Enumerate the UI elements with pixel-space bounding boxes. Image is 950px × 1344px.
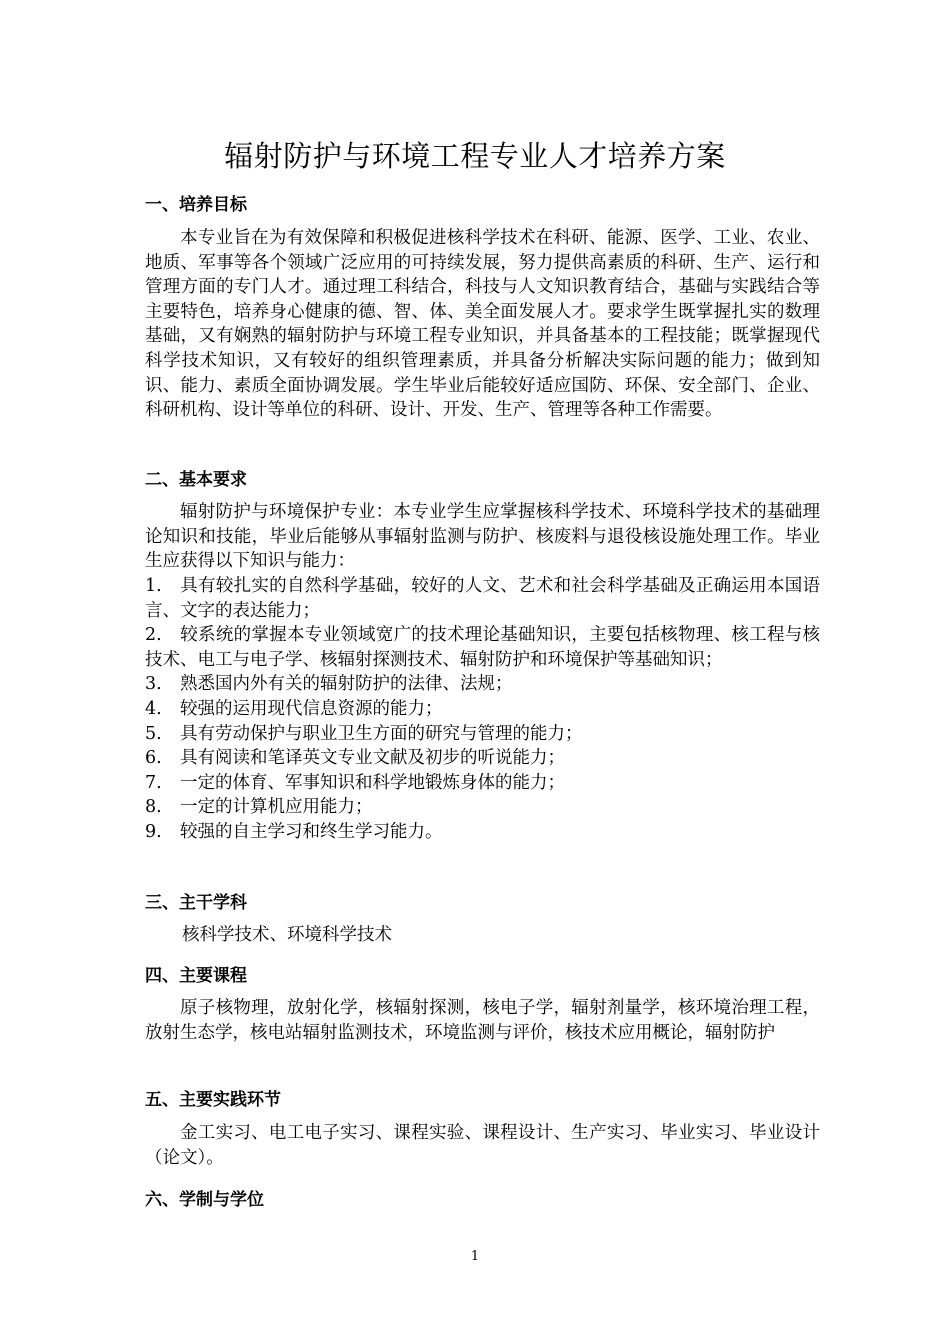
list-item	[145, 795, 820, 820]
section-heading-basic-requirements: 二、基本要求	[145, 470, 247, 490]
section-heading-practice: 五、主要实践环节	[145, 1090, 281, 1110]
list-item	[145, 623, 820, 672]
list-item-number: 7.	[145, 772, 162, 793]
main-courses-text: 原子核物理，放射化学，核辐射探测，核电子学，辐射剂量学，核环境治理工程，放射生态学，核电站辐射监测技术，环境监测与评价，核技术应用概论，辐射防护	[145, 998, 820, 1043]
list-item-number: 4.	[145, 698, 162, 719]
list-item	[145, 722, 820, 747]
section-heading-main-disciplines: 三、主干学科	[145, 893, 247, 913]
section-heading-main-courses: 四、主要课程	[145, 966, 247, 986]
section-heading-training-goals: 一、培养目标	[145, 195, 247, 215]
section-heading-duration-degree: 六、学制与学位	[145, 1190, 264, 1210]
main-disciplines-text: 核科学技术、环境科学技术	[182, 925, 392, 945]
list-item	[145, 672, 820, 697]
page-number: 1	[470, 1249, 480, 1264]
list-item-text: 较强的自主学习和终生学习能力。	[180, 821, 443, 842]
list-item-text: 一定的体育、军事知识和科学地锻炼身体的能力；	[180, 772, 565, 793]
list-item-text: 较强的运用现代信息资源的能力；	[180, 698, 443, 719]
list-item	[145, 574, 820, 623]
list-item-number: 9.	[145, 821, 162, 842]
list-item-text: 一定的计算机应用能力；	[180, 797, 373, 818]
document-title: 辐射防护与环境工程专业人才培养方案	[224, 139, 726, 173]
list-item-text: 较系统的掌握本专业领域宽广的技术理论基础知识，主要包括核物理、核工程与核技术、电工与电子学、核辐射探测技术、辐射防护和环境保护等基础知识；	[145, 625, 820, 670]
list-item-number: 3.	[145, 674, 162, 695]
list-item-number: 6.	[145, 748, 162, 769]
list-item-text: 熟悉国内外有关的辐射防护的法律、法规；	[180, 674, 513, 695]
list-item-text: 具有劳动保护与职业卫生方面的研究与管理的能力；	[180, 723, 583, 744]
training-goals-text: 本专业旨在为有效保障和积极促进核科学技术在科研、能源、医学、工业、农业、地质、军事等各个领域广泛应用的可持续发展，努力提供高素质的科研、生产、运行和管理方面的专门人才。通过理工科结合，科技与人文知识教育结合，基础与实践结合等主要特色，培养身心健康的德、智、体、美全面发展人才。要求学生既掌握扎实的数理基础，又有娴熟的辐射防护与环境工程专业知识，并具备基本的工程技能；既掌握现代科学技术知识，又有较好的组织管理素质，并具备分析解决实际问题的能力；做到知识、能力、素质全面协调发展。学生毕业后能较好适应国防、环保、安全部门、企业、科研机构、设计等单位的科研、设计、开发、生产、管理等各种工作需要。	[145, 228, 820, 421]
list-item-number: 5.	[145, 723, 162, 744]
list-item-text: 具有较扎实的自然科学基础，较好的人文、艺术和社会科学基础及正确运用本国语言、文字的表达能力；	[145, 576, 820, 621]
list-item	[145, 771, 820, 796]
list-item-text: 具有阅读和笔译英文专业文献及初步的听说能力；	[180, 748, 565, 769]
list-item-number: 8.	[145, 797, 162, 818]
basic-requirements-intro: 辐射防护与环境保护专业：本专业学生应掌握核科学技术、环境科学技术的基础理论知识和技能，毕业后能够从事辐射监测与防护、核废料与退役核设施处理工作。毕业生应获得以下知识与能力：	[145, 502, 820, 572]
list-item	[145, 697, 820, 722]
practice-text: 金工实习、电工电子实习、课程实验、课程设计、生产实习、毕业实习、毕业设计（论文）。	[145, 1123, 820, 1168]
list-item	[145, 820, 820, 845]
list-item	[145, 746, 820, 771]
list-item-number: 2.	[145, 625, 162, 646]
requirements-list	[145, 574, 820, 845]
list-item-number: 1.	[145, 576, 162, 596]
